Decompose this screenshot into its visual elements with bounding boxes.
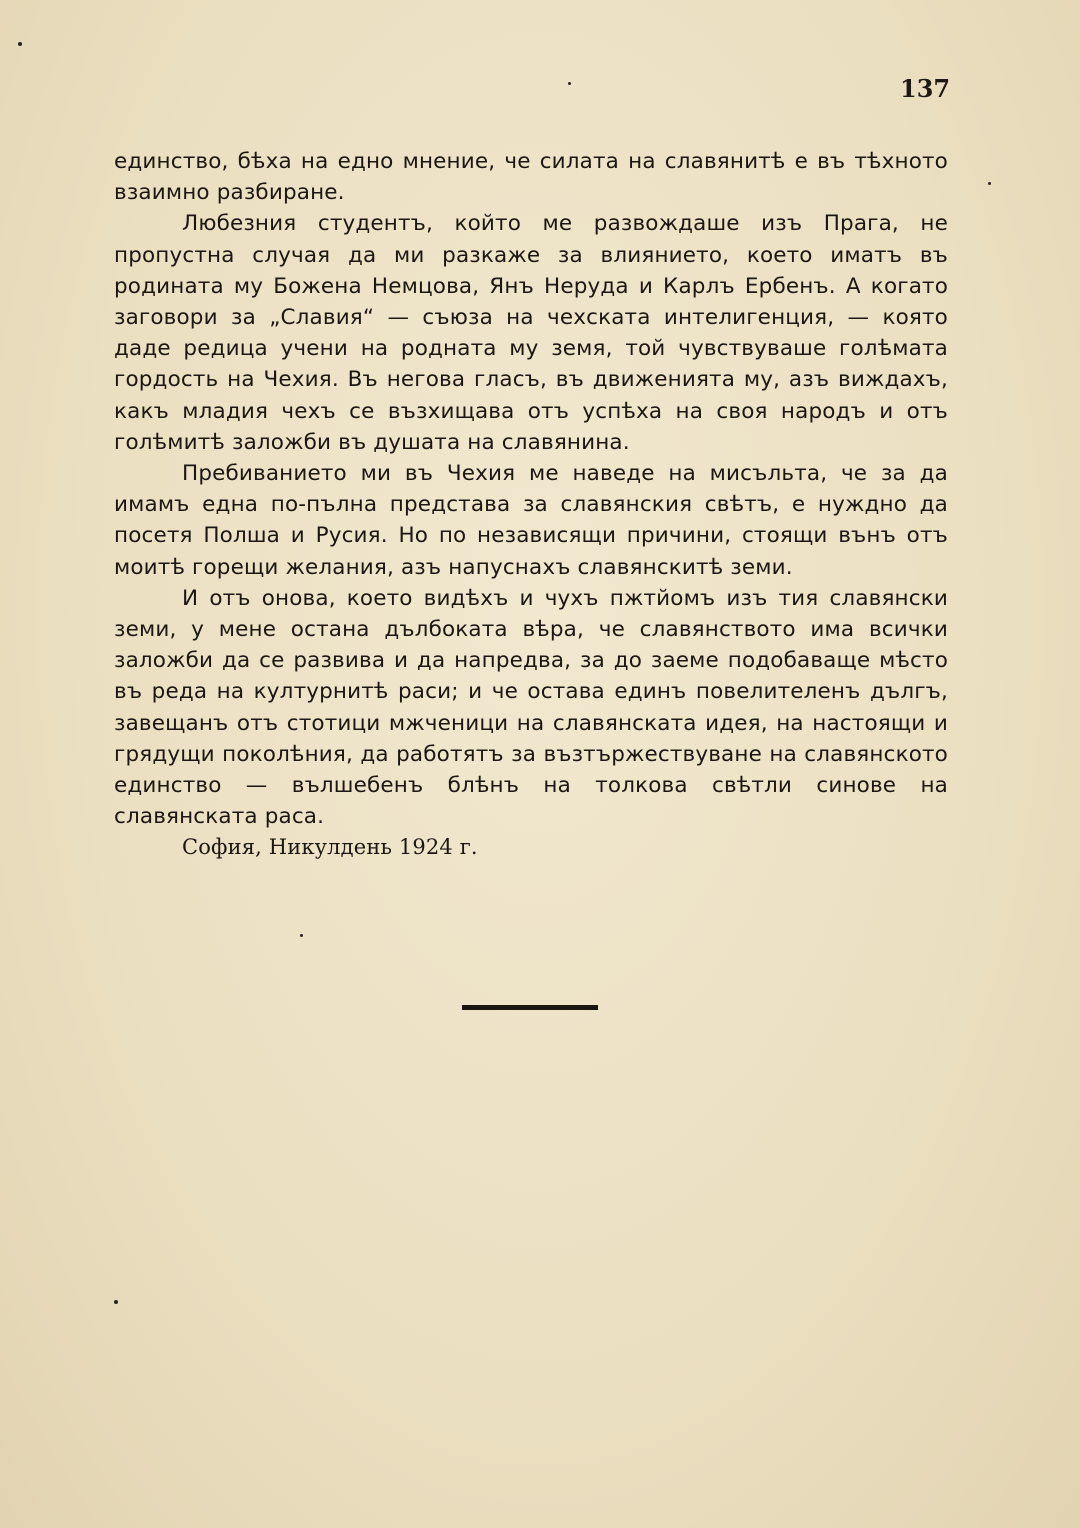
paragraph-continuation: единство, бѣха на едно мнение, че силата на славянитѣ е въ тѣхното взаимно разбиране. xyxy=(114,149,948,206)
paper-speck xyxy=(18,42,22,46)
place-date-signature: София, Никулдень 1924 г. xyxy=(182,835,478,860)
page-number: 137 xyxy=(900,74,951,103)
paragraph-czech-stay: Пребиванието ми въ Чехия ме наведе на мисъльта, че за да имамъ една по-пълна представа за славянския свѣтъ, е нуждно да посетя Полша и Русия. Но по независящи причини, стоящи вънъ отъ моитѣ горещи желания, азъ напуснахъ славянскитѣ земи. xyxy=(114,461,948,580)
paper-speck xyxy=(300,934,303,937)
paper-speck xyxy=(114,1300,118,1304)
paragraph-slavic-faith: И отъ онова, което видѣхъ и чухъ пжтйомъ изъ тия славянски земи, у мене остана дълбоката вѣра, че славянството има всички заложби да се развива и да напредва, за до заеме подобаваще мѣсто въ реда на културнитѣ раси; и че остава единъ повелителенъ дългъ, завещанъ отъ стотици мжченици на славянската идея, на настоящи и грядущи поколѣния, да работятъ за възтържествуване на славянското единство — вълшебенъ блѣнъ на толкова свѣтли синове на славянската раса. xyxy=(114,585,948,830)
body-text xyxy=(114,146,948,864)
paper-speck xyxy=(988,182,991,185)
paragraph-student-prague: Любезния студентъ, който ме развождаше изъ Прага, не пропустна случая да ми разкаже за влиянието, което иматъ въ родината му Божена Немцова, Янъ Неруда и Карлъ Ербенъ. А когато заговори за „Славия“ — съюза на чехската интелигенция, — която даде редица учени на родната му земя, той чувствуваше голѣмата гордость на Чехия. Въ негова гласъ, въ движенията му, азъ виждахъ, какъ младия чехъ се възхищава отъ успѣха на своя народъ и отъ голѣмитѣ заложби въ душата на славянина. xyxy=(114,211,948,455)
end-divider-rule xyxy=(462,1005,598,1010)
paper-speck xyxy=(568,82,571,85)
